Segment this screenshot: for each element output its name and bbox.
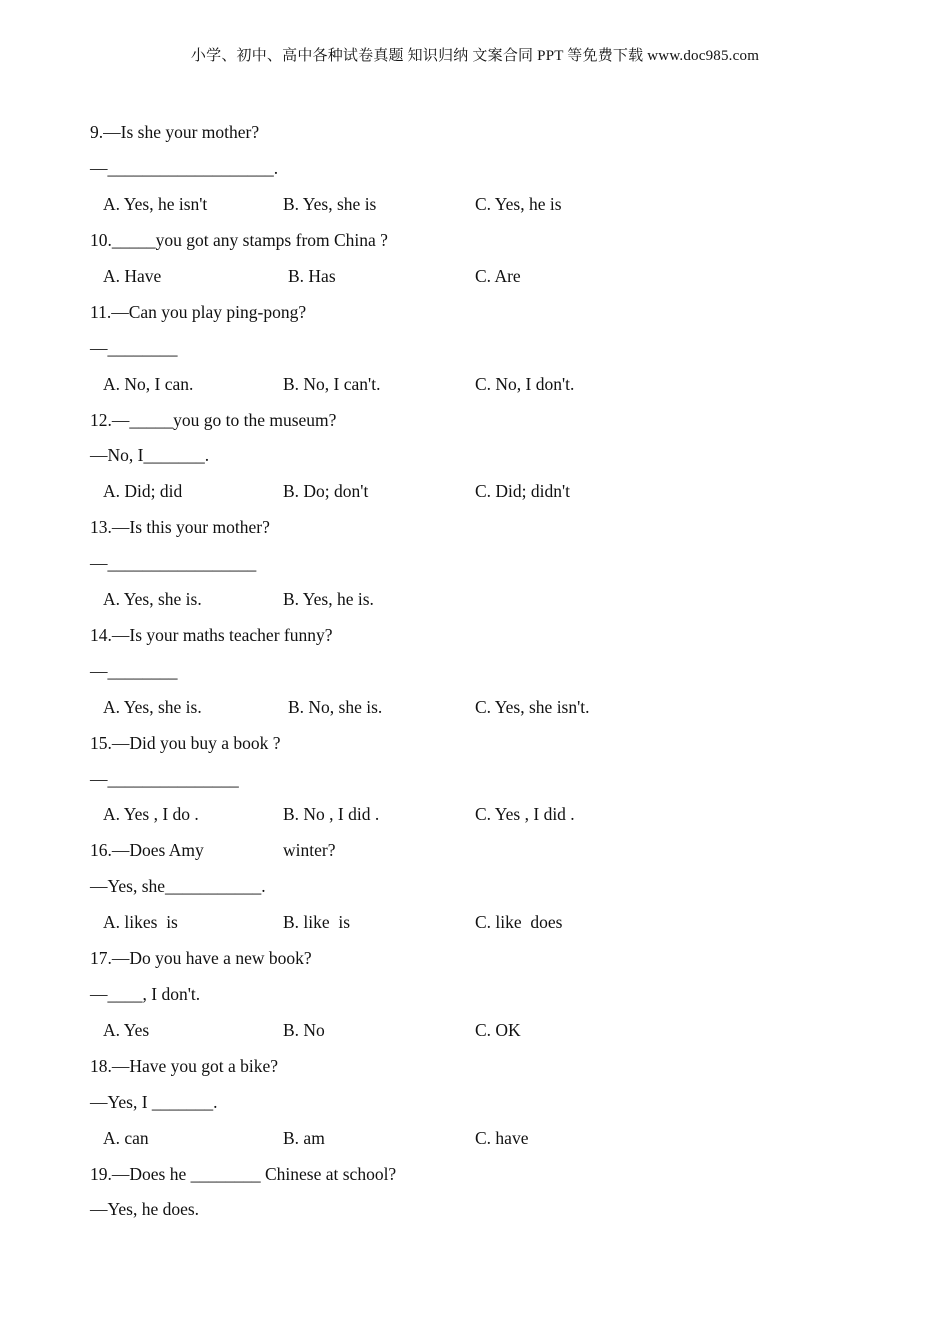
question-13-options [103, 588, 803, 610]
option-b: B. Yes, he is. [283, 589, 374, 609]
question-19-reply: —Yes, he does. [90, 1199, 200, 1219]
option-b: B. No [283, 1020, 325, 1040]
question-18-reply: —Yes, I _______. [90, 1092, 218, 1112]
question-12-options [103, 480, 803, 502]
option-a: A. Yes , I do . [103, 804, 199, 824]
question-9-stem: 9.—Is she your mother? [90, 122, 260, 142]
question-11-options [103, 373, 803, 395]
page-header: 小学、初中、高中各种试卷真题 知识归纳 文案合同 PPT 等免费下载 www.doc985.com [190, 48, 760, 64]
option-c: C. Are [475, 266, 521, 286]
option-c: C. Yes, he is [475, 194, 562, 214]
question-11-stem: 11.—Can you play ping-pong? [90, 302, 307, 322]
question-17-stem: 17.—Do you have a new book? [90, 948, 312, 968]
question-14-reply: —________ [90, 661, 178, 681]
option-a: A. Did; did [103, 481, 183, 501]
question-12-reply: —No, I_______. [90, 445, 210, 465]
question-9-reply: —___________________. [90, 158, 279, 178]
option-b: B. am [283, 1128, 325, 1148]
question-12-stem: 12.—_____you go to the museum? [90, 410, 337, 430]
question-16-reply: —Yes, she___________. [90, 876, 266, 896]
question-15-reply: —_______________ [90, 769, 239, 789]
option-a: A. Yes, she is. [103, 697, 202, 717]
question-17-reply: —____, I don't. [90, 984, 201, 1004]
question-10-options [103, 265, 803, 287]
option-b: B. Yes, she is [283, 194, 377, 214]
option-a: A. Yes [103, 1020, 150, 1040]
option-a: A. No, I can. [103, 374, 194, 394]
option-b: B. No, I can't. [283, 374, 381, 394]
question-11-reply: —________ [90, 338, 178, 358]
question-13-stem: 13.—Is this your mother? [90, 517, 270, 537]
option-b: B. like is [283, 912, 351, 932]
option-b: B. Do; don't [283, 481, 369, 501]
option-a: A. Yes, he isn't [103, 194, 208, 214]
option-a: A. likes is [103, 912, 178, 932]
question-14-stem: 14.—Is your maths teacher funny? [90, 625, 333, 645]
question-10-stem: 10._____you got any stamps from China ? [90, 230, 388, 250]
option-c: C. Yes, she isn't. [475, 697, 590, 717]
question-16-stem-left: 16.—Does Amy [90, 840, 204, 860]
question-15-options [103, 803, 803, 825]
option-c: C. OK [475, 1020, 521, 1040]
question-16-options [103, 911, 803, 933]
option-b: B. No , I did . [283, 804, 380, 824]
option-c: C. like does [475, 912, 563, 932]
question-19-stem: 19.—Does he ________ Chinese at school? [90, 1164, 397, 1184]
question-18-stem: 18.—Have you got a bike? [90, 1056, 279, 1076]
option-c: C. Yes , I did . [475, 804, 575, 824]
option-a: A. Have [103, 266, 162, 286]
option-a: A. can [103, 1128, 149, 1148]
question-13-reply: —_________________ [90, 553, 257, 573]
question-9-options [103, 193, 803, 215]
question-15-stem: 15.—Did you buy a book ? [90, 733, 281, 753]
option-a: A. Yes, she is. [103, 589, 202, 609]
question-18-options [103, 1127, 803, 1149]
question-16-stem [90, 839, 490, 861]
question-14-options [103, 696, 803, 718]
option-b: B. Has [288, 266, 336, 286]
option-c: C. Did; didn't [475, 481, 571, 501]
question-17-options [103, 1019, 803, 1041]
option-b: B. No, she is. [288, 697, 383, 717]
question-16-stem-right: winter? [283, 840, 336, 860]
option-c: C. No, I don't. [475, 374, 575, 394]
option-c: C. have [475, 1128, 529, 1148]
